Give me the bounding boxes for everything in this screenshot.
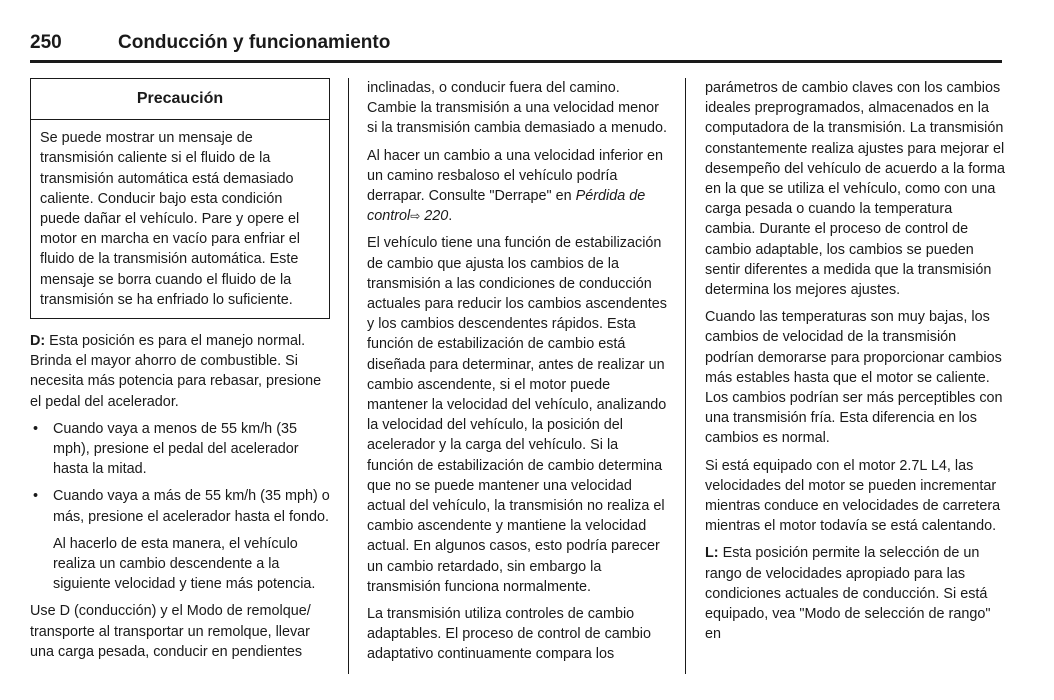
paragraph: Si está equipado con el motor 2.7L L4, las velocidades del motor se pueden incrementar mientras conduce en velocidades de carretera mientras el motor todavía se está calentando. [705,457,1001,535]
column-1 [30,78,330,669]
bullet-icon: • [33,420,39,437]
cross-reference-link[interactable]: Pérdida de control [367,188,646,225]
bullet-item [30,419,330,480]
paragraph: El vehículo tiene una función de estabilización de cambio que ajusta los cambios de la transmisión a las condiciones de conducción actuales para reducir los cambios ascendentes y los cambios descendentes rápidos. Esta función de estabilización de cambio está diseñada para determinar, antes de realizar un cambio ascendente, si el motor puede mantener la velocidad del vehículo, analizando la velocidad del vehículo, la posición del acelerador y la carga del vehículo. Si la función de estabilización de cambio determina que no se puede mantener una velocidad actual del vehículo, la transmisión no realiza el cambio ascendente y mantiene la velocidad actual. En algunos casos, esto podría parecer un cambio retardado, sin embargo la transmisión funciona normalmente. [367,235,667,595]
page-header [30,28,1002,64]
bullet-item [30,486,330,526]
caution-body: Se puede mostrar un mensaje de transmisión caliente si el fluido de la transmisión automática está demasiado caliente. Conducir bajo esta condición puede dañar el vehículo. Pare y opere el motor en marcha en vacío para enfriar el fluido de la transmisión automática. Este mensaje se borra cuando el fluido de la transmisión se ha enfriado lo suficiente. [40,130,300,308]
column-3 [705,78,1005,651]
header-rule [30,60,1002,63]
paragraph: Cuando las temperaturas son muy bajas, los cambios de velocidad de la transmisión podrían demorarse para proporcionar cambios más estables hasta que el motor se caliente. Los cambios podrían ser más perceptibles con una transmisión fría. Esta diferencia en los cambios es normal. [705,309,1003,447]
l-label: L: [705,545,719,562]
column-divider [348,78,349,674]
column-divider [685,78,686,674]
tow-paragraph: Use D (conducción) y el Modo de remolque/ transporte al transportar un remolque, llevar una carga pesada, conducir en pendientes [30,603,311,660]
bullet-text: Cuando vaya a más de 55 km/h (35 mph) o más, presione el acelerador hasta el fondo. [53,488,330,525]
caution-box [30,78,330,319]
bullet-list [30,419,330,527]
page-reference[interactable]: 220 [420,208,449,225]
bullet-icon: • [33,488,39,505]
l-position-paragraph [705,543,1005,644]
d-label: D: [30,333,46,350]
bullet-sub-paragraph: Al hacerlo de esta manera, el vehículo realiza un cambio descendente a la siguiente velocidad y tiene más potencia. [53,535,316,593]
caution-title: Precaución [31,79,329,120]
paragraph: inclinadas, o conducir fuera del camino. Cambie la transmisión a una velocidad menor si la transmisión cambia demasiado a menudo. [367,80,667,137]
d-position-paragraph [30,331,330,412]
section-title: Conducción y funcionamiento [118,32,391,53]
paragraph: parámetros de cambio claves con los cambios ideales preprogramados, almacenados en la computadora de la transmisión. La transmisión constantemente realiza ajustes para mejorar el desempeño del vehículo de acuerdo a la forma en la que se utiliza el vehículo, como con una carga pesada o cuando la temperatura cambia. Durante el proceso de control de cambio adaptable, los cambios se pueden sentir diferentes a medida que la transmisión determina los mejores ajustes. [705,80,1005,299]
page-number: 250 [30,32,62,53]
skid-text: Al hacer un cambio a una velocidad inferior en un camino resbaloso el vehículo podría derrapar. Consulte "Derrape" en [367,147,663,205]
paragraph: La transmisión utiliza controles de cambio adaptables. El proceso de control de cambio adaptativo continuamente compara los [367,606,651,663]
column-2 [367,78,667,672]
bullet-text: Cuando vaya a menos de 55 km/h (35 mph), presione el pedal del acelerador hasta la mitad. [53,420,299,478]
d-text: Esta posición es para el manejo normal. Brinda el mayor ahorro de combustible. Si necesita más potencia para rebasar, presione el pedal del acelerador. [30,333,322,410]
page-reference-arrow-icon: ⇨ [410,209,421,224]
skid-paragraph: Al hacer un cambio a una velocidad inferior en un camino resbaloso el vehículo podría derrapar. Consulte "Derrape" en Pérdida de control⇨ 220. [367,147,663,225]
l-text: Esta posición permite la selección de un rango de velocidades apropiado para las condiciones actuales de conducción. Si está equipado, vea "Modo de selección de rango" en [705,545,991,643]
